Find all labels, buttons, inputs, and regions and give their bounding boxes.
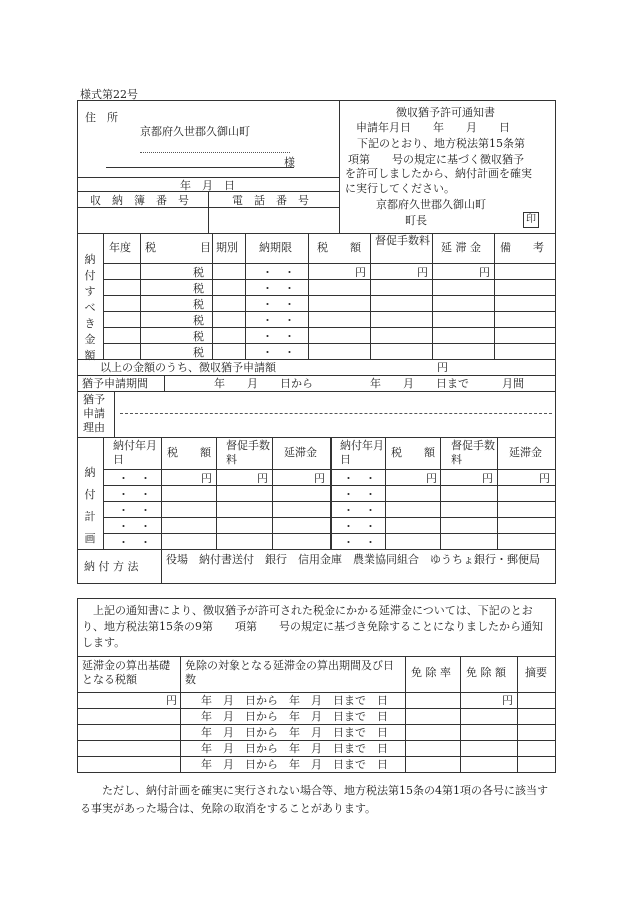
due-row-date: ・ ・ xyxy=(262,330,295,343)
address-line xyxy=(140,152,290,153)
plan-row-date: ・ ・ xyxy=(343,472,376,485)
due-row-date: ・ ・ xyxy=(262,282,295,295)
ex-row-period: 年 月 日から 年 月 日まで 日 xyxy=(201,726,388,739)
due-col-tax-item: 税 目 xyxy=(145,241,211,254)
ex-yen-amount: 円 xyxy=(502,694,513,707)
plan-row-date: ・ ・ xyxy=(343,536,376,549)
due-col-year: 年度 xyxy=(109,241,131,254)
period-from: 年 月 日から xyxy=(214,377,313,390)
due-col-remarks: 備 考 xyxy=(500,241,544,254)
seal-mark: 印 xyxy=(523,212,539,228)
due-row-tax: 税 xyxy=(193,266,204,279)
due-row-date: ・ ・ xyxy=(262,298,295,311)
plan-row-date: ・ ・ xyxy=(118,536,151,549)
ex-col-rate: 免 除 率 xyxy=(411,666,451,679)
ex-row-period: 年 月 日から 年 月 日まで 日 xyxy=(201,742,388,755)
plan-col-date-1: 納付年月日 xyxy=(113,439,157,466)
notice-body-1: 下記のとおり、地方税法第15条第 xyxy=(357,137,525,150)
plan-row-date: ・ ・ xyxy=(118,472,151,485)
reason-line xyxy=(120,413,552,414)
plan-yen: 円 xyxy=(201,472,212,485)
period-to: 年 月 日まで xyxy=(370,377,469,390)
summary-yen: 円 xyxy=(437,361,448,374)
ex-row-period: 年 月 日から 年 月 日まで 日 xyxy=(201,710,388,723)
notice-body-4: に実行してください。 xyxy=(345,182,455,195)
plan-row-date: ・ ・ xyxy=(343,504,376,517)
ex-row-period: 年 月 日から 年 月 日まで 日 xyxy=(201,694,388,707)
due-col-tax-amount: 税 額 xyxy=(317,241,361,254)
plan-row-date: ・ ・ xyxy=(118,504,151,517)
plan-side-label: 納付計画 xyxy=(84,466,96,545)
address-label: 住 所 xyxy=(85,111,118,124)
due-yen-fee: 円 xyxy=(417,266,428,279)
plan-col-late-2: 延滞金 xyxy=(509,446,542,459)
notice-body-2: 項第 号の規定に基づく徴収猶予 xyxy=(348,153,524,166)
period-label: 猶予申請期間 xyxy=(82,377,148,390)
due-row-tax: 税 xyxy=(193,314,204,327)
summary-label: 以上の金額のうち、徴収猶予申請額 xyxy=(100,361,276,374)
address-value: 京都府久世郡久御山町 xyxy=(140,125,250,138)
plan-yen: 円 xyxy=(539,472,550,485)
period-months: 月間 xyxy=(502,377,524,390)
due-col-period: 期別 xyxy=(216,241,238,254)
reason-label: 猶予申請理由 xyxy=(83,393,105,434)
plan-row-date: ・ ・ xyxy=(343,520,376,533)
due-side-label: 納付すべき金額 xyxy=(84,253,96,362)
plan-yen: 円 xyxy=(426,472,437,485)
phone-label: 電 話 番 号 xyxy=(232,194,309,207)
notice-title: 徴収猶予許可通知書 xyxy=(396,106,495,119)
due-yen-tax: 円 xyxy=(355,266,366,279)
plan-row-date: ・ ・ xyxy=(118,488,151,501)
issuer-place: 京都府久世郡久御山町 xyxy=(376,198,486,211)
date-line: 年 月 日 xyxy=(180,179,235,192)
due-row-tax: 税 xyxy=(193,330,204,343)
due-row-date: ・ ・ xyxy=(262,346,295,359)
ex-col-remarks: 摘要 xyxy=(525,666,547,679)
due-col-deadline: 納期限 xyxy=(259,241,292,254)
due-row-tax: 税 xyxy=(193,346,204,359)
ex-row-period: 年 月 日から 年 月 日まで 日 xyxy=(201,758,388,771)
due-row-tax: 税 xyxy=(193,298,204,311)
notice-body-3: を許可しましたから、納付計画を確実 xyxy=(345,167,532,180)
due-row-date: ・ ・ xyxy=(262,314,295,327)
plan-yen: 円 xyxy=(314,472,325,485)
due-row-tax: 税 xyxy=(193,282,204,295)
plan-row-date: ・ ・ xyxy=(118,520,151,533)
footer-note: ただし、納付計画を確実に実行されない場合等、地方税法第15条の4第1項の各号に該当する事実があった場合は、免除の取消をすることがあります。 xyxy=(80,784,548,815)
ex-col-base: 延滞金の算出基礎となる税額 xyxy=(82,659,170,686)
issuer-title: 町長 xyxy=(405,214,427,227)
due-yen-late: 円 xyxy=(479,266,490,279)
plan-row-date: ・ ・ xyxy=(343,488,376,501)
ex-col-amount: 免 除 額 xyxy=(466,666,506,679)
payment-method-label: 納 付 方 法 xyxy=(84,560,139,573)
due-row-date: ・ ・ xyxy=(262,266,295,279)
request-date: 申請年月日 年 月 日 xyxy=(356,121,510,134)
name-suffix: 様 xyxy=(284,156,295,169)
form-number: 様式第22号 xyxy=(80,88,138,101)
plan-col-late-1: 延滞金 xyxy=(284,446,317,459)
plan-col-fee-2: 督促手数料 xyxy=(451,439,495,466)
plan-yen: 円 xyxy=(257,472,268,485)
plan-yen: 円 xyxy=(482,472,493,485)
payment-method-value: 役場 納付書送付 銀行 信用金庫 農業協同組合 ゆうちょ銀行・郵便局 xyxy=(166,553,540,566)
plan-col-date-2: 納付年月日 xyxy=(340,439,384,466)
plan-col-fee-1: 督促手数料 xyxy=(226,439,270,466)
plan-col-tax-2: 税 額 xyxy=(391,446,435,459)
exemption-intro: 上記の通知書により、徴収猶予が許可された税金にかかる延滞金については、下記のとおり、地方税法第15条の9第 項第 号の規定に基づき免除することになりましたから通知します。 xyxy=(82,604,543,649)
ex-yen-base: 円 xyxy=(166,694,177,707)
plan-col-tax-1: 税 額 xyxy=(167,446,211,459)
due-col-fee: 督促手数料 xyxy=(375,234,430,247)
due-col-late-fee: 延 滞 金 xyxy=(441,241,481,254)
account-number-label: 収 納 簿 番 号 xyxy=(90,194,189,207)
ex-col-period: 免除の対象となる延滞金の算出期間及び日数 xyxy=(185,659,394,686)
name-line xyxy=(106,167,294,168)
